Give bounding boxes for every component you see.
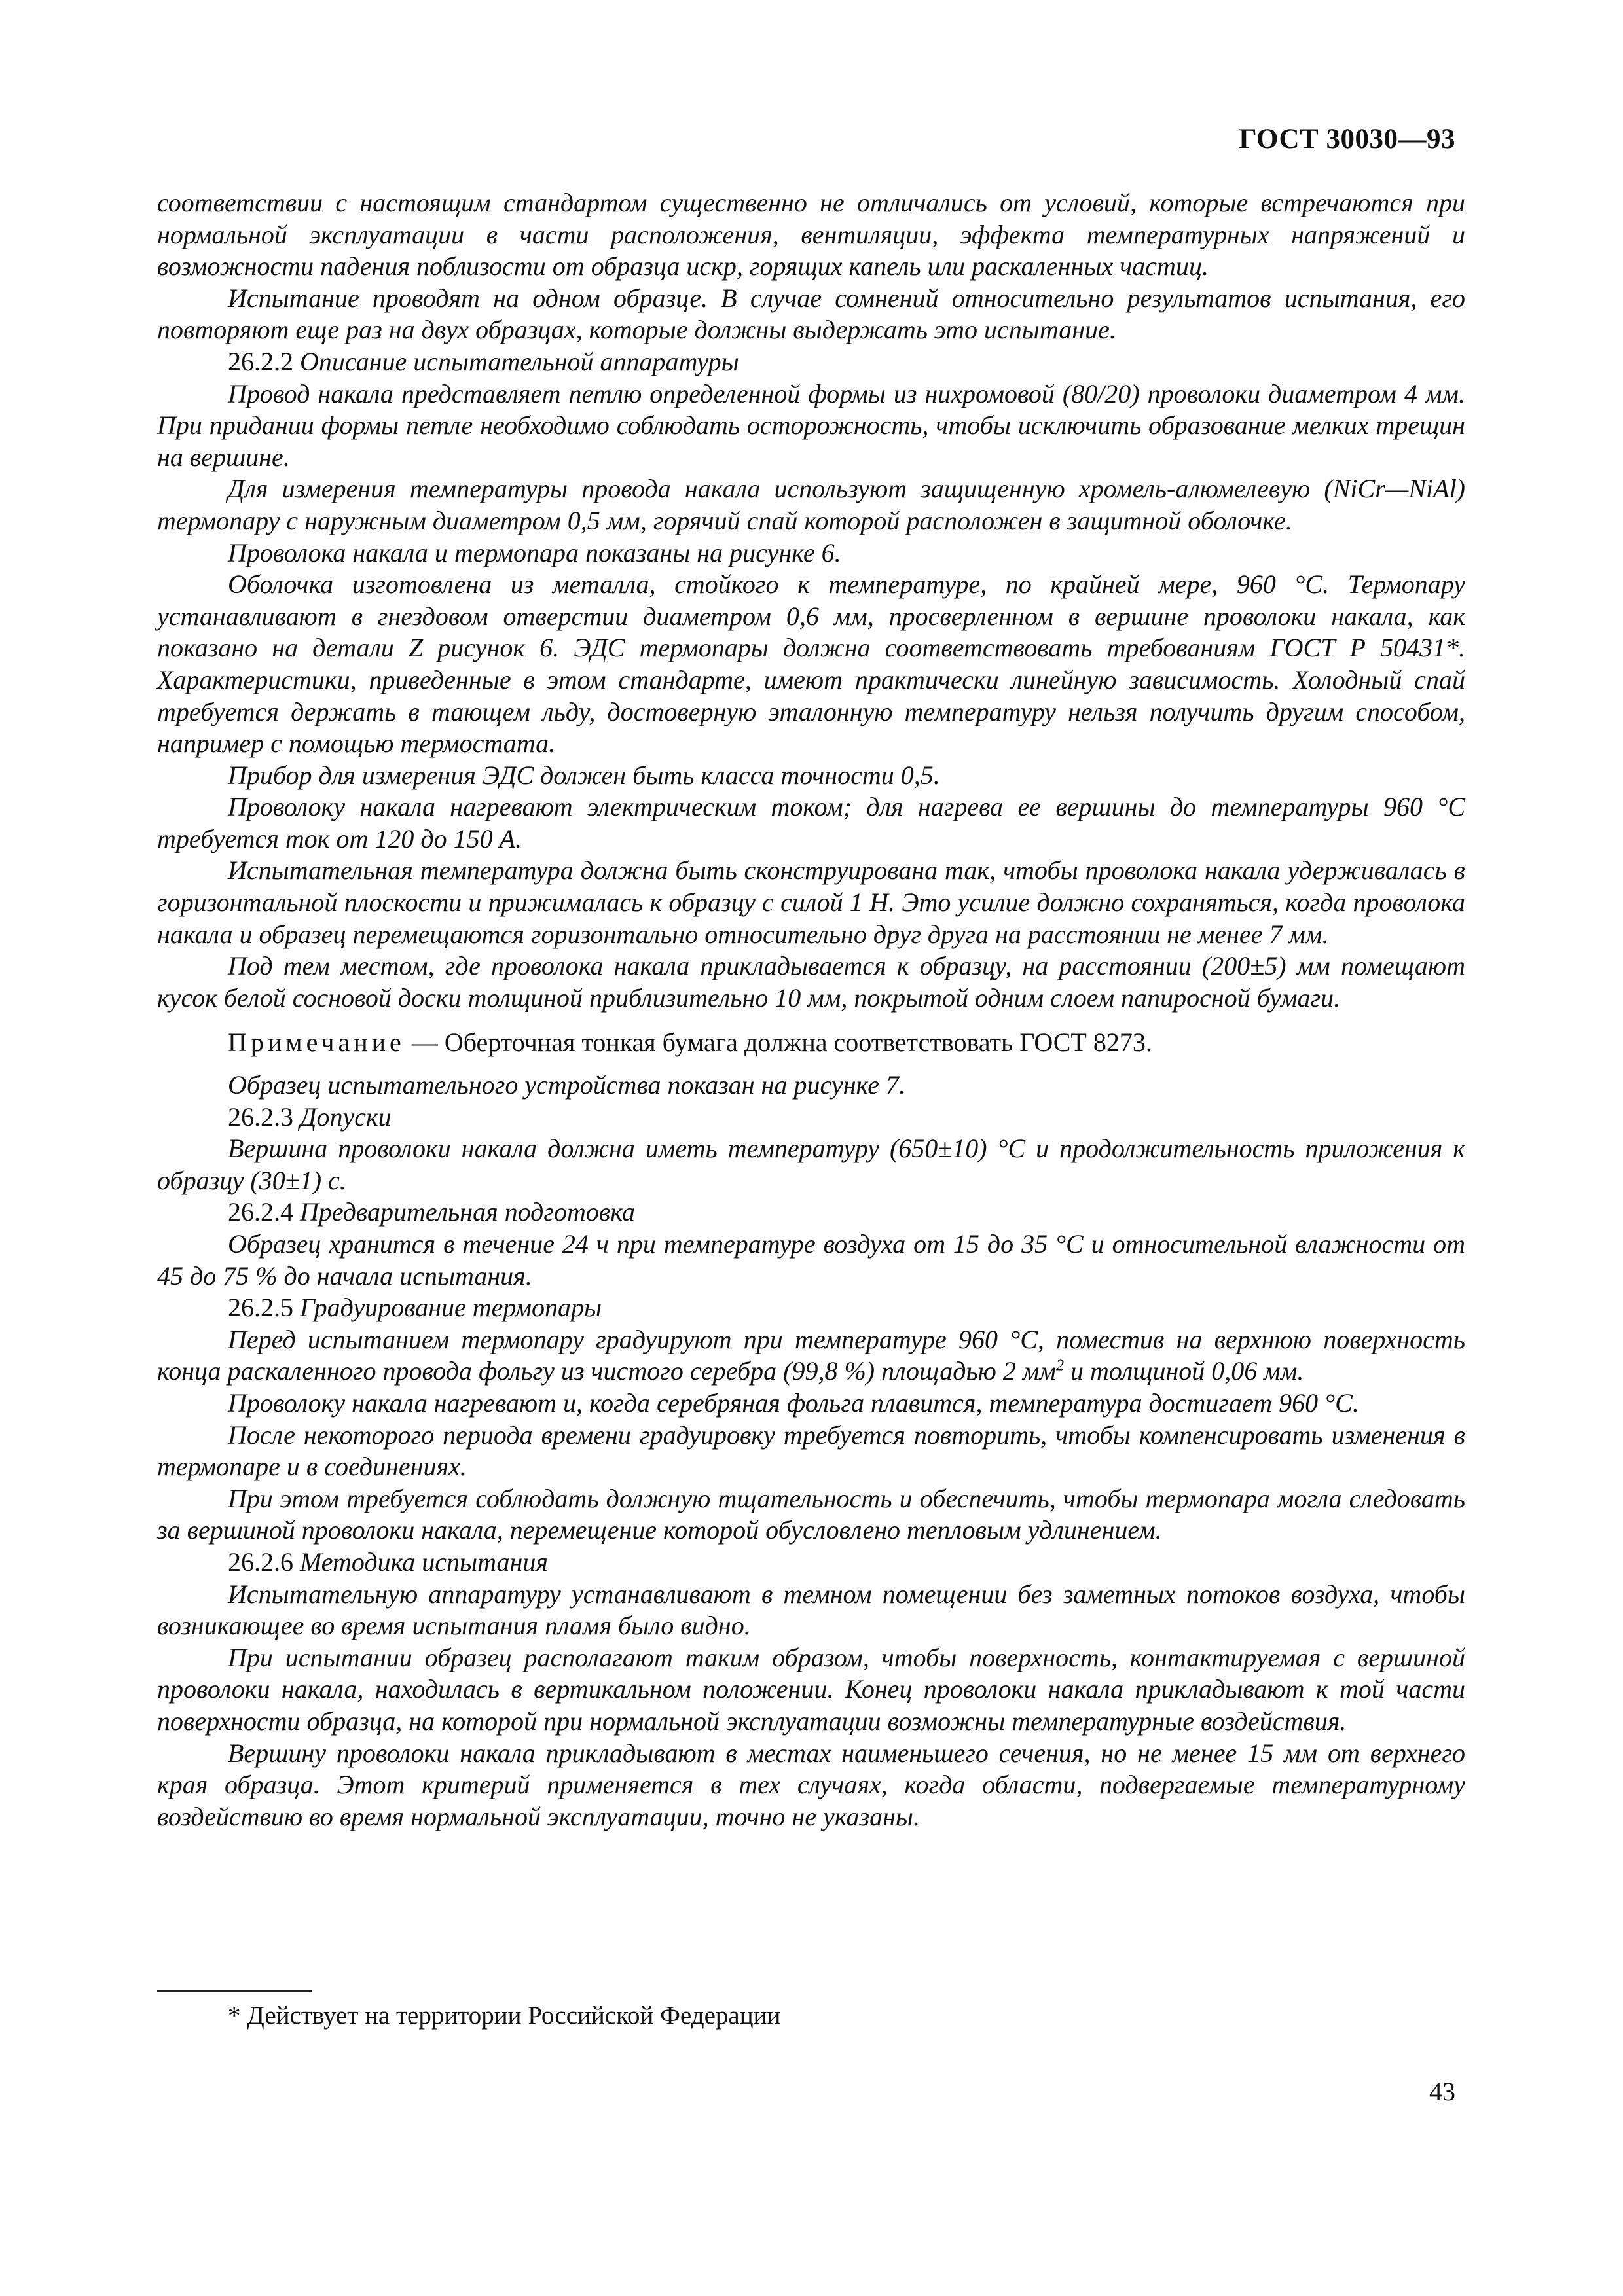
paragraph: Образец испытательного устройства показан на рисунке 7. bbox=[228, 1070, 905, 1100]
paragraph: Испытание проводят на одном образце. В случае сомнений относительно результатов испытания, его повторяют еще раз на двух образцах, которые должны выдержать это испытание. bbox=[157, 283, 1465, 345]
paragraph: Вершину проволоки накала прикладывают в местах наименьшего сечения, но не менее 15 мм от верхнего края образца. Этот критерий применяется в тех случаях, когда области, подвергаемые температурному воздействию во время нормальной эксплуатации, точно не указаны. bbox=[157, 1738, 1465, 1831]
paragraph: При этом требуется соблюдать должную тщательность и обеспечить, чтобы термопара могла следовать за вершиной проволоки накала, перемещение которой обусловлено тепловым удлинением. bbox=[157, 1483, 1465, 1545]
footnote-separator bbox=[157, 1990, 312, 1992]
section-title: Методика испытания bbox=[300, 1547, 548, 1577]
section-number: 26.2.5 bbox=[228, 1293, 293, 1323]
section-heading bbox=[157, 1196, 1465, 1229]
paragraph: При испытании образец располагают таким образом, чтобы поверхность, контактируемая с вершиной проволоки накала, находилась в вертикальном положении. Конец проволоки накала прикладывают к той части поверхности образца, на которой при нормальной эксплуатации возможны температурные воздействия. bbox=[157, 1642, 1465, 1736]
section-heading bbox=[157, 1102, 1465, 1134]
note-label: Примечание bbox=[228, 1028, 405, 1058]
paragraph: Проволока накала и термопара показаны на рисунке 6. bbox=[228, 537, 841, 567]
section-heading bbox=[157, 1292, 1465, 1324]
section-title: Допуски bbox=[300, 1102, 392, 1132]
section-heading bbox=[157, 346, 1465, 378]
paragraph: Вершина проволоки накала должна иметь температуру (650±10) °С и продолжительность приложения к образцу (30±1) с. bbox=[157, 1134, 1465, 1195]
section-title: Предварительная подготовка bbox=[300, 1197, 635, 1227]
paragraph: Для измерения температуры провода накала используют защищенную хромель-алюмелевую (NiCr—NiAl) термопару с наружным диаметром 0,5 мм, горячий спай которой расположен в защитной оболочке. bbox=[157, 474, 1465, 535]
paragraph-text: и толщиной 0,06 мм. bbox=[1063, 1356, 1304, 1386]
document-body bbox=[157, 187, 1465, 1833]
section-title: Описание испытательной аппаратуры bbox=[300, 346, 739, 376]
section-heading bbox=[157, 1547, 1465, 1579]
paragraph: Под тем местом, где проволока накала прикладывается к образцу, на расстоянии (200±5) мм помещают кусок белой сосновой доски толщиной приблизительно 10 мм, покрытой одним слоем папиросной бумаги. bbox=[157, 951, 1465, 1013]
paragraph: Оболочка изготовлена из металла, стойкого к температуре, по крайней мере, 960 °С. Термопару устанавливают в гнездовом отверстии диаметром 0,6 мм, просверленном в вершине проволоки накала, как показано на детали Z рисунок 6. ЭДС термопары должна соответствовать требованиям ГОСТ Р 50431*. Характеристики, приведенные в этом стандарте, имеют практически линейную зависимость. Холодный спай требуется держать в тающем льду, достоверную эталонную температуру нельзя получить другим способом, например с помощью термостата. bbox=[157, 569, 1465, 759]
paragraph: Проволоку накала нагревают и, когда серебряная фольга плавится, температура достигает 960 °С. bbox=[228, 1388, 1359, 1418]
paragraph: Провод накала представляет петлю определенной формы из нихромовой (80/20) проволоки диаметром 4 мм. При придании формы петле необходимо соблюдать осторожность, чтобы исключить образование мелких трещин на вершине. bbox=[157, 378, 1465, 472]
paragraph bbox=[157, 1324, 1465, 1388]
paragraph: Испытательная температура должна быть сконструирована так, чтобы проволока накала удерживалась в горизонтальной плоскости и прижималась к образцу с силой 1 Н. Это усилие должно сохраняться, когда проволока накала и образец перемещаются горизонтально относительно друг друга на расстоянии не менее 7 мм. bbox=[157, 855, 1465, 949]
section-number: 26.2.4 bbox=[228, 1197, 293, 1227]
note bbox=[157, 1027, 1465, 1059]
section-number: 26.2.3 bbox=[228, 1102, 293, 1132]
paragraph: Испытательную аппаратуру устанавливают в темном помещении без заметных потоков воздуха, чтобы возникающее во время испытания пламя было видно. bbox=[157, 1579, 1465, 1641]
section-title: Градуирование термопары bbox=[300, 1293, 602, 1323]
paragraph: Прибор для измерения ЭДС должен быть класса точности 0,5. bbox=[228, 760, 940, 790]
paragraph: соответствии с настоящим стандартом существенно не отличались от условий, которые встречаются при нормальной эксплуатации в части расположения, вентиляции, эффекта температурных напряжений и возможности падения поблизости от образца искр, горящих капель или раскаленных частиц. bbox=[157, 188, 1465, 281]
footnote: * Действует на территории Российской Федерации bbox=[228, 2001, 781, 2030]
page-number: 43 bbox=[1429, 2077, 1455, 2106]
section-number: 26.2.2 bbox=[228, 346, 293, 376]
paragraph: Образец хранится в течение 24 ч при температуре воздуха от 15 до 35 °С и относительной влажности от 45 до 75 % до начала испытания. bbox=[157, 1229, 1465, 1291]
paragraph: После некоторого периода времени градуировку требуется повторить, чтобы компенсировать изменения в термопаре и в соединениях. bbox=[157, 1420, 1465, 1482]
paragraph: Проволоку накала нагревают электрическим током; для нагрева ее вершины до температуры 960 °С требуется ток от 120 до 150 А. bbox=[157, 792, 1465, 853]
note-text: — Оберточная тонкая бумага должна соответствовать ГОСТ 8273. bbox=[405, 1028, 1152, 1058]
paragraph-text: Перед испытанием термопару градуируют при температуре 960 °С, поместив на верхнюю поверхность конца раскаленного провода фольгу из чистого серебра (99,8 %) площадью 2 мм bbox=[157, 1324, 1465, 1386]
section-number: 26.2.6 bbox=[228, 1547, 293, 1577]
superscript: 2 bbox=[1055, 1357, 1064, 1375]
document-header-code: ГОСТ 30030—93 bbox=[1239, 124, 1455, 154]
